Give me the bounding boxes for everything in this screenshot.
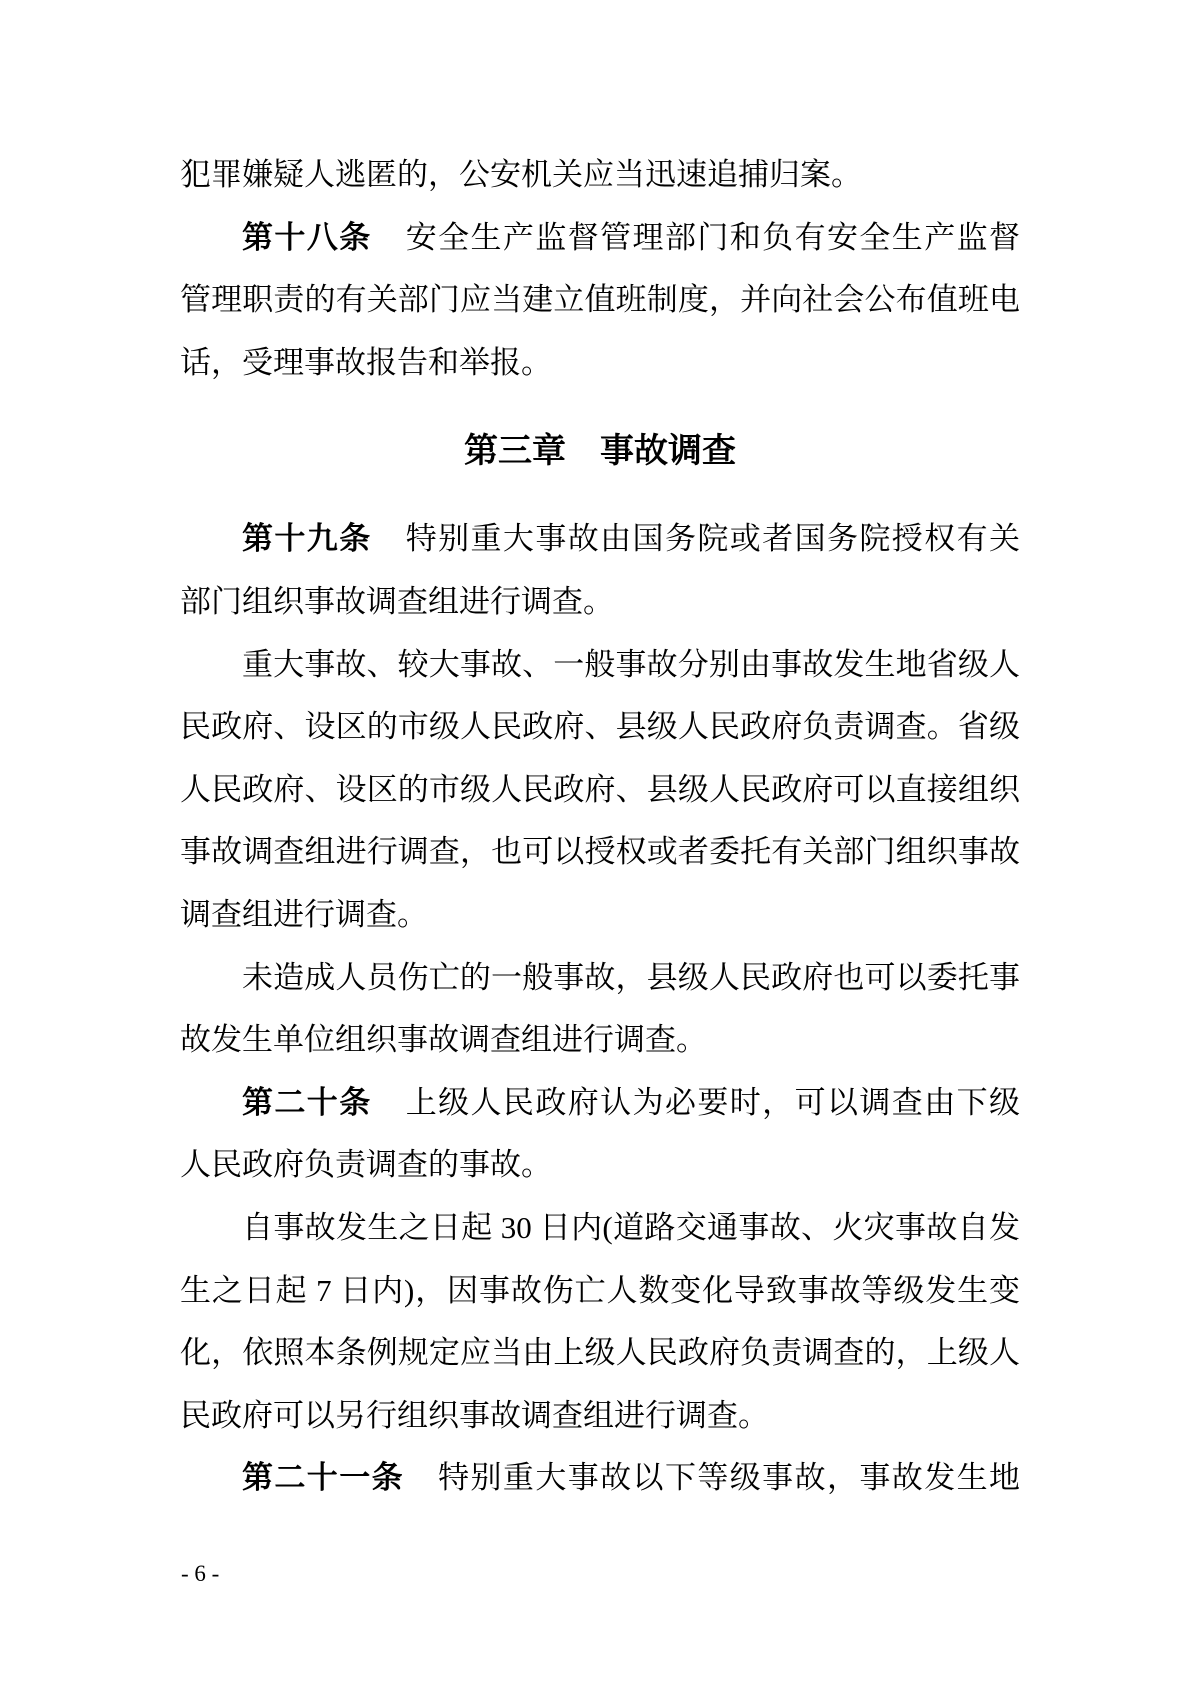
para-text: 特别重大事故以下等级事故，事故发生地 — [438, 1460, 1021, 1496]
article-18-label: 第十八条 — [242, 219, 372, 255]
chapter-3-heading: 第三章 事故调查 — [464, 432, 736, 471]
article-18-para — [180, 207, 1020, 395]
para-text: 重大事故、较大事故、一般事故分别由事故发生地省级人民政府、设区的市级人民政府、县级人民政府负责调查。省级人民政府、设区的市级人民政府、县级人民政府可以直接组织事故调查组进行调查，也可以授权或者委托有关部门组织事故调查组进行调查。 — [180, 646, 1020, 932]
para-accident-investigation-levels — [180, 634, 1020, 947]
article-20-para — [180, 1072, 1020, 1197]
document-body — [180, 144, 1020, 1510]
para-text: 未造成人员伤亡的一般事故，县级人民政府也可以委托事故发生单位组织事故调查组进行调查。 — [180, 959, 1020, 1058]
article-19-para — [180, 508, 1020, 633]
para-text: 自事故发生之日起 30 日内(道路交通事故、火灾事故自发生之日起 7 日内)，因事故伤亡人数变化导致事故等级发生变化，依照本条例规定应当由上级人民政府负责调查的，上级人民政府可以另行组织事故调查组进行调查。 — [180, 1209, 1020, 1433]
article-21-label: 第二十一条 — [242, 1460, 405, 1496]
para-fugitive-pursuit — [180, 144, 1020, 207]
para-text: 安全生产监督管理部门和负有安全生产监督管理职责的有关部门应当建立值班制度，并向社会公布值班电话，受理事故报告和举报。 — [180, 219, 1021, 380]
article-21-para — [180, 1447, 1020, 1510]
article-20-label: 第二十条 — [242, 1084, 372, 1120]
para-30-day-rule — [180, 1197, 1020, 1447]
para-text: 犯罪嫌疑人逃匿的，公安机关应当迅速追捕归案。 — [180, 157, 862, 192]
para-text: 上级人民政府认为必要时，可以调查由下级人民政府负责调查的事故。 — [180, 1084, 1021, 1183]
para-text: 特别重大事故由国务院或者国务院授权有关部门组织事故调查组进行调查。 — [180, 521, 1021, 619]
para-no-casualty-accident — [180, 947, 1020, 1072]
page-number: - 6 - — [181, 1561, 220, 1586]
article-19-label: 第十九条 — [242, 521, 372, 557]
